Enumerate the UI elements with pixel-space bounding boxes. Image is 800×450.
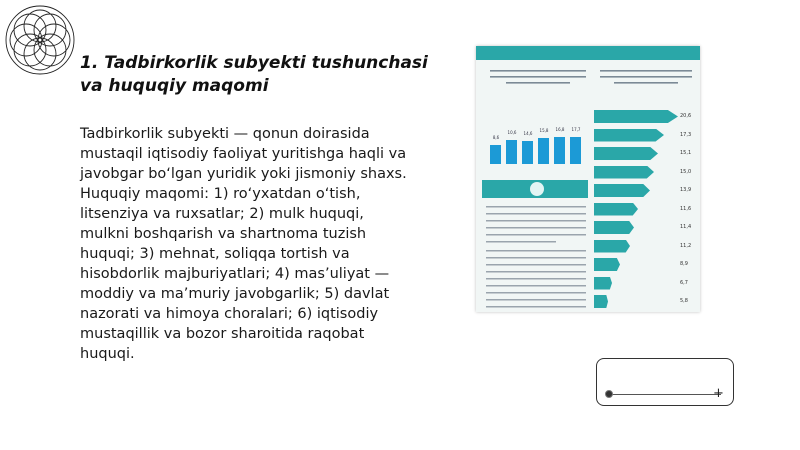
stack-icon [530, 182, 544, 196]
infographic-bar-label: 8,6 [492, 135, 500, 140]
infographic-ranking-arrow [594, 166, 654, 179]
infographic-left-caption [486, 68, 590, 92]
infographic-ranking-row [594, 129, 698, 142]
play-position-icon[interactable] [605, 390, 613, 398]
seek-bar[interactable] [609, 394, 721, 395]
infographic-bar-chart [486, 102, 586, 164]
infographic-bar [506, 140, 517, 164]
infographic-ranking-arrow [594, 258, 620, 271]
infographic-ranking-row [594, 166, 698, 179]
slide-body-text: Tadbirkorlik subyekti — qonun doirasida mustaqil iqtisodiy faoliyat yuritishga haqli va javobgar bo‘lgan yuridik yoki jismoniy shaxs. Huquqiy maqomi: 1) ro‘yxatdan o‘tish, litsenziya va ruxsatlar; 2) mulk huquqi, mulkni boshqarish va shartnoma tuzish huquqi; 3) mehnat, soliqqa tortish va hisobdorlik majburiyatlari; 4) mas’uliyat — moddiy va ma’muriy javobgarlik; 5) davlat nazorati va himoya choralari; 6) iqtisodiy mustaqillik va bozor sharoitida raqobat huquqi. [80, 126, 407, 362]
infographic-ranking-value: 13,9 [680, 187, 692, 193]
infographic-ranking-value: 6,7 [680, 279, 688, 286]
rosette-lines-icon [2, 2, 78, 78]
plus-icon[interactable]: + [713, 386, 724, 401]
infographic-ranking-row [594, 203, 698, 216]
infographic-ranking-arrow [594, 240, 630, 253]
infographic-ranking-value: 11,4 [680, 224, 692, 230]
infographic-bar-label: 16,8 [555, 127, 565, 132]
infographic-bar-label: 17,7 [571, 127, 581, 132]
infographic-right-caption [596, 68, 696, 92]
infographic-ranking-arrow [594, 184, 650, 197]
infographic-bar-label: 14,6 [523, 131, 533, 136]
infographic-bar [554, 137, 565, 164]
infographic-ranking-value: 15,0 [680, 168, 692, 175]
infographic-ranking-row [594, 258, 698, 271]
media-player[interactable] [596, 358, 734, 406]
infographic-bar [490, 145, 501, 164]
infographic-bar [570, 137, 581, 164]
infographic-ranking-arrow [594, 129, 664, 142]
infographic-ranking-value: 20,6 [680, 113, 692, 119]
infographic-ranking-row [594, 110, 698, 123]
infographic-bar-label: 10,6 [507, 130, 517, 135]
infographic-ranking-row [594, 147, 698, 160]
infographic-ranking-value: 11,2 [680, 242, 692, 249]
infographic-ranking-arrow [594, 295, 608, 308]
slide-title: 1. Tadbirkorlik subyekti tushunchasi va huquqiy maqomi [80, 53, 428, 96]
infographic-ranking-value: 17,3 [680, 131, 692, 138]
infographic-bar-label: 15,8 [539, 128, 549, 133]
infographic-image [476, 46, 700, 312]
infographic-header [476, 46, 700, 60]
infographic-ranking-row [594, 295, 698, 308]
infographic-bar [538, 138, 549, 164]
infographic-ranking-row [594, 221, 698, 234]
infographic-ranking-value: 15,1 [680, 150, 692, 156]
infographic-ranking-row [594, 184, 698, 197]
infographic-ranking-arrow [594, 203, 638, 216]
infographic-bar [522, 141, 533, 164]
infographic-ranking-arrow [594, 110, 678, 123]
infographic-band [482, 180, 588, 198]
infographic-ranking-value: 11,6 [680, 205, 692, 212]
infographic-ranking-arrow [594, 221, 634, 234]
infographic-ranking-value: 5,8 [680, 298, 688, 304]
infographic-paragraph-lines [486, 206, 586, 312]
infographic-ranking-row [594, 277, 698, 290]
infographic-ranking-arrow [594, 277, 612, 290]
infographic-ranking-value: 8,9 [680, 261, 688, 267]
infographic-ranking-arrow [594, 147, 658, 160]
infographic-ranking-row [594, 240, 698, 253]
